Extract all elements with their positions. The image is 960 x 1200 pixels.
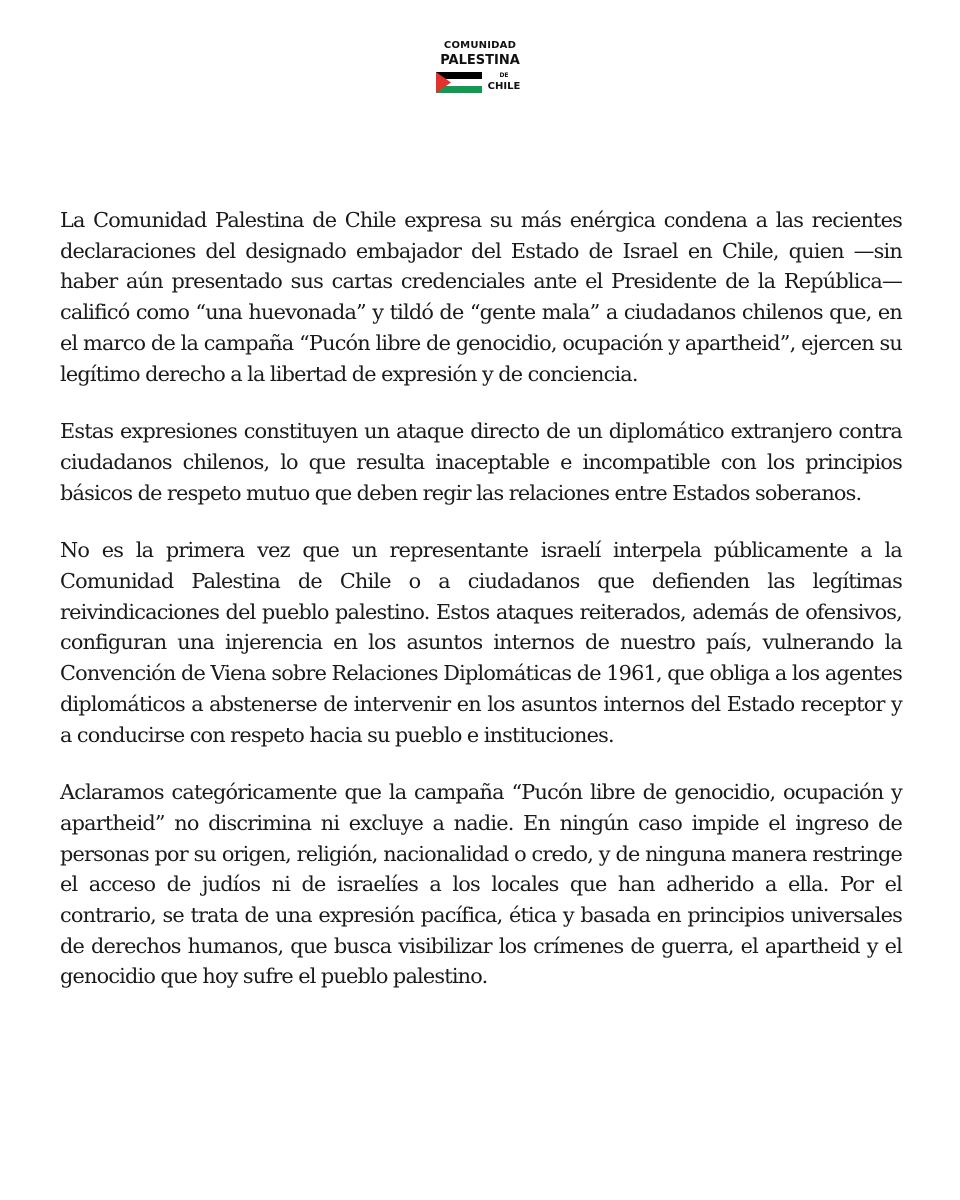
paragraph-clarification: Aclaramos categóricamente que la campaña “Pucón libre de genocidio, ocupación y apartheid” no discrimina ni excluye a nadie. En ningún caso impide el ingreso de personas por su origen, religión, nacionalidad o credo, y de ninguna manera restringe el acceso de judíos ni de israelíes a los locales que han adherido a ella. Por el contrario, se trata de una expresión pacífica, ética y basada en principios universales de derechos humanos, que busca visibilizar los crímenes de guerra, el apartheid y el genocidio que hoy sufre el pueblo palestino. xyxy=(60,780,902,989)
logo-text-chile: CHILE xyxy=(487,81,521,92)
logo-text-comunidad: COMUNIDAD xyxy=(443,40,517,51)
paragraph-attack: Estas expresiones constituyen un ataque directo de un diplomático extranjero contra ciudadanos chilenos, lo que resulta inaceptable e incompatible con los principios básicos de respeto mutuo que deben regir las relaciones entre Estados soberanos. xyxy=(60,419,902,505)
logo-text-de: DE xyxy=(499,72,509,79)
palestinian-flag-icon xyxy=(436,72,482,93)
logo-block xyxy=(436,38,528,98)
paragraph-condemnation: La Comunidad Palestina de Chile expresa su más enérgica condena a las recientes declaraciones del designado embajador del Estado de Israel en Chile, quien —sin haber aún presentado sus cartas credenciales ante el Presidente de la República— calificó como “una huevonada” y tildó de “gente mala” a ciudadanos chilenos que, en el marco de la campaña “Pucón libre de genocidio, ocupación y apartheid”, ejercen su legítimo derecho a la libertad de expresión y de conciencia. xyxy=(60,208,902,386)
logo-text-palestina: PALESTINA xyxy=(440,53,520,68)
paragraph-interference: No es la primera vez que un representante israelí interpela públicamente a la Comunidad Palestina de Chile o a ciudadanos que defienden las legítimas reivindicaciones del pueblo palestino. Estos ataques reiterados, además de ofensivos, configuran una injerencia en los asuntos internos de nuestro país, vulnerando la Convención de Viena sobre Relaciones Diplomáticas de 1961, que obliga a los agentes diplomáticos a abstenerse de intervenir en los asuntos internos del Estado receptor y a conducirse con respeto hacia su pueblo e instituciones. xyxy=(60,538,902,747)
organization-logo xyxy=(0,38,960,98)
statement-body xyxy=(60,205,902,1019)
